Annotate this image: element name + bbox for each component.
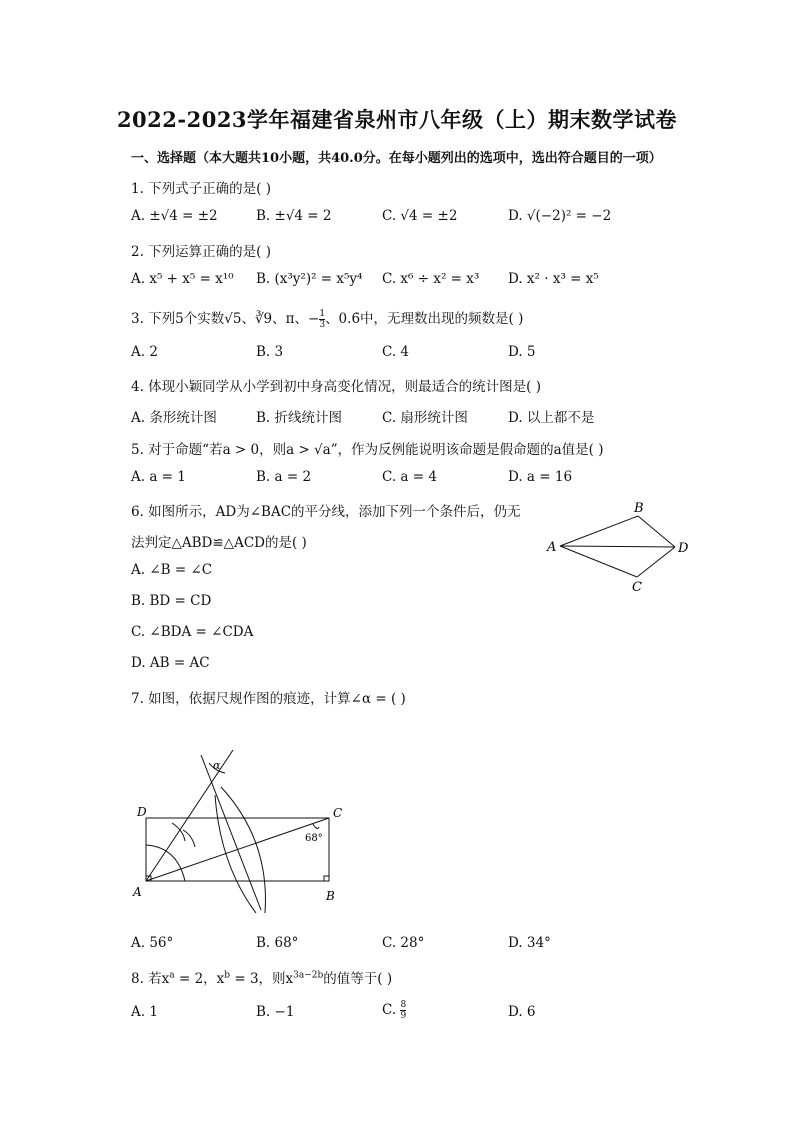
question-7-option-d[interactable]: D. 34° — [508, 935, 551, 951]
fig7-label-alpha: α — [213, 759, 221, 772]
fig6-label-b: B — [634, 501, 644, 516]
question-2-option-a[interactable]: A. x⁵ + x⁵ = x¹⁰ — [131, 271, 234, 287]
fig7-angle-label: 68° — [305, 833, 323, 844]
question-3-option-b[interactable]: B. 3 — [256, 344, 284, 360]
question-8-sup-b: b — [224, 970, 231, 981]
question-8-sup-a: a — [169, 970, 175, 981]
fig6-label-c: C — [632, 580, 642, 595]
question-2-option-d[interactable]: D. x² · x³ = x⁵ — [508, 271, 599, 287]
page-title: 2022-2023学年福建省泉州市八年级（上）期末数学试卷 — [116, 107, 678, 132]
question-6-option-b[interactable]: B. BD = CD — [131, 593, 212, 609]
question-2-stem: 2. 下列运算正确的是( ) — [131, 244, 271, 260]
question-4-option-a[interactable]: A. 条形统计图 — [131, 410, 217, 426]
fraction-eight-ninths — [400, 1000, 406, 1021]
question-2-option-b[interactable]: B. (x³y²)² = x⁵y⁴ — [256, 271, 363, 287]
question-8-stem-pre: 8. 若x — [131, 971, 170, 987]
question-3-stem — [131, 307, 523, 330]
question-5-option-d[interactable]: D. a = 16 — [508, 469, 573, 485]
question-1-option-c[interactable]: C. √4 = ±2 — [382, 208, 458, 224]
fraction-numerator: 1 — [319, 309, 326, 319]
question-6-option-a[interactable]: A. ∠B = ∠C — [131, 562, 213, 578]
question-8-option-c-label: C. — [382, 1002, 401, 1018]
question-3-option-a[interactable]: A. 2 — [131, 344, 158, 360]
question-6-stem-line2: 法判定△ABD≌△ACD的是( ) — [131, 535, 307, 551]
question-5-option-b[interactable]: B. a = 2 — [256, 469, 312, 485]
question-3-stem-pre: 3. 下列5个实数√5、∛9、π、− — [131, 311, 320, 327]
fraction-numerator: 8 — [400, 1000, 407, 1010]
question-7-option-a[interactable]: A. 56° — [131, 935, 174, 951]
fraction-denominator: 3 — [319, 320, 326, 330]
question-1-stem: 1. 下列式子正确的是( ) — [131, 181, 271, 197]
question-7-option-c[interactable]: C. 28° — [382, 935, 425, 951]
question-3-option-d[interactable]: D. 5 — [508, 344, 536, 360]
question-1-option-d[interactable]: D. √(−2)² = −2 — [508, 208, 612, 224]
question-4-option-d[interactable]: D. 以上都不是 — [508, 410, 595, 426]
question-4-option-b[interactable]: B. 折线统计图 — [256, 410, 343, 426]
fig6-label-d: D — [678, 541, 689, 556]
fig7-label-c: C — [333, 806, 343, 820]
question-8-stem — [131, 967, 392, 987]
question-8-option-a[interactable]: A. 1 — [131, 1004, 158, 1020]
question-8-option-d[interactable]: D. 6 — [508, 1004, 536, 1020]
section-heading: 一、选择题（本大题共10小题，共40.0分。在每小题列出的选项中，选出符合题目的一项） — [131, 151, 662, 166]
question-1-option-b[interactable]: B. ±√4 = 2 — [256, 208, 332, 224]
question-3-option-c[interactable]: C. 4 — [382, 344, 410, 360]
question-2-option-c[interactable]: C. x⁶ ÷ x² = x³ — [382, 271, 480, 287]
question-5-option-a[interactable]: A. a = 1 — [131, 469, 186, 485]
fig7-label-b: B — [326, 889, 335, 903]
fig7-label-d: D — [137, 805, 147, 819]
question-7-stem: 7. 如图，依据尺规作图的痕迹，计算∠α = ( ) — [131, 691, 406, 707]
question-7-option-b[interactable]: B. 68° — [256, 935, 299, 951]
question-6-option-c[interactable]: C. ∠BDA = ∠CDA — [131, 624, 254, 640]
question-4-option-c[interactable]: C. 扇形统计图 — [382, 410, 468, 426]
question-8-option-c[interactable] — [382, 1000, 406, 1021]
question-5-option-c[interactable]: C. a = 4 — [382, 469, 437, 485]
fig6-label-a: A — [547, 540, 557, 555]
question-8-option-b[interactable]: B. −1 — [256, 1004, 295, 1020]
question-8-stem-post: 的值等于( ) — [323, 971, 393, 987]
question-6-option-d[interactable]: D. AB = AC — [131, 655, 210, 671]
fraction-denominator: 9 — [400, 1011, 407, 1021]
question-8-mid2: = 3，则x — [230, 971, 294, 987]
question-8-mid1: = 2，x — [174, 971, 225, 987]
question-6-stem-line1: 6. 如图所示，AD为∠BAC的平分线，添加下列一个条件后，仍无 — [131, 504, 521, 520]
question-1-option-a[interactable]: A. ±√4 = ±2 — [131, 208, 218, 224]
question-8-sup-c: 3a−2b — [293, 970, 324, 981]
question-6-figure — [540, 498, 700, 598]
fig7-label-a: A — [133, 885, 142, 899]
question-3-stem-post: 、0.6̇中，无理数出现的频数是( ) — [325, 311, 524, 327]
question-4-stem: 4. 体现小颖同学从小学到初中身高变化情况，则最适合的统计图是( ) — [131, 379, 541, 395]
question-7-figure — [125, 745, 365, 915]
question-5-stem: 5. 对于命题“若a > 0，则a > √a”，作为反例能说明该命题是假命题的a值是( ) — [131, 442, 604, 458]
